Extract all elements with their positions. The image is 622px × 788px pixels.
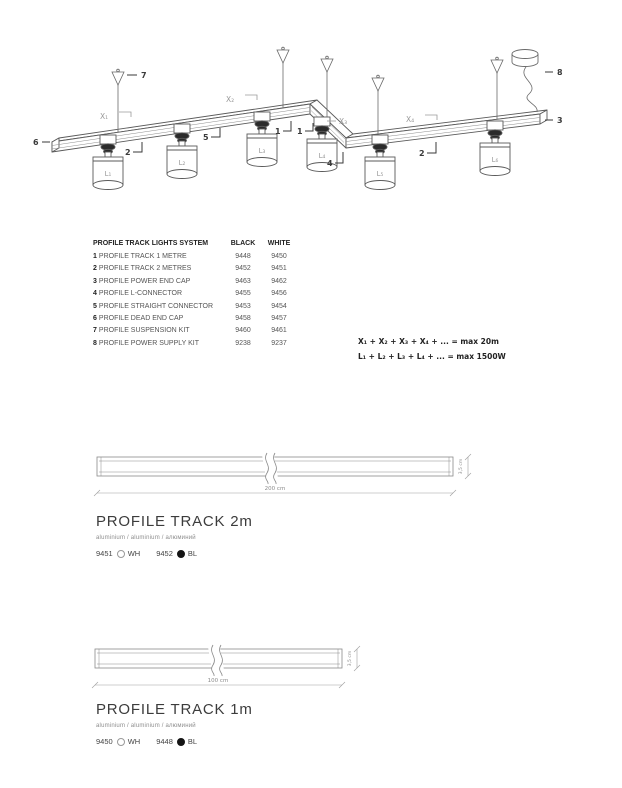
length-dimension: [92, 678, 345, 688]
product-materials: aluminium / aluminium / алюминий: [96, 535, 196, 541]
product-track-1m: [96, 701, 253, 746]
product-variants: [96, 737, 253, 746]
table-row: 4 PROFILE L-CONNECTOR 9455 9456: [93, 290, 287, 298]
length-label: 100 cm: [207, 678, 229, 684]
callout-3: 3: [557, 116, 563, 125]
callout-6: 6: [33, 138, 39, 147]
length-label: 200 cm: [264, 486, 286, 492]
svg-text:L₅: L₅: [376, 170, 384, 178]
white-swatch-icon: [117, 738, 125, 746]
svg-text:L₂: L₂: [178, 159, 186, 167]
table-row: 3 PROFILE POWER END CAP 9463 9462: [93, 277, 287, 285]
callout-8: 8: [557, 68, 563, 77]
table-header: [93, 238, 299, 251]
table-row: 6 PROFILE DEAD END CAP 9458 9457: [93, 314, 287, 322]
product-materials: aluminium / aluminium / алюминий: [96, 723, 196, 729]
suspension-kits: [112, 47, 503, 134]
segment-label-x3: X₃: [339, 117, 348, 126]
callout-1: 1: [297, 127, 303, 136]
svg-text:L₆: L₆: [491, 156, 499, 164]
callout-1: 1: [275, 127, 281, 136]
variant-finish: WH: [127, 737, 141, 746]
height-dimension: [347, 646, 360, 671]
black-swatch-icon: [177, 738, 185, 746]
table-title: PROFILE TRACK LIGHTS SYSTEM: [93, 240, 209, 247]
white-swatch-icon: [117, 550, 125, 558]
table-row: 8 PROFILE POWER SUPPLY KIT 9238 9237: [93, 339, 287, 347]
suspension-kit-icon: [372, 75, 384, 134]
parts-table: [93, 238, 299, 350]
svg-text:L₃: L₃: [258, 147, 266, 155]
product-title: PROFILE TRACK 2m: [96, 513, 253, 530]
product-variants: [96, 549, 253, 558]
variant-code: 9451: [96, 549, 113, 558]
system-diagram: [0, 42, 622, 204]
suspension-kit-icon: [277, 47, 289, 108]
height-label: 3,5 cm: [459, 458, 464, 475]
table-row: 1 PROFILE TRACK 1 METRE 9448 9450: [93, 253, 287, 260]
segment-label-x4: X₄: [406, 115, 415, 124]
system-limits: [358, 334, 506, 364]
variant-code: 9448: [156, 737, 173, 746]
segment-label-x2: X₂: [226, 95, 235, 104]
variant-finish: BL: [187, 549, 198, 558]
product-title: PROFILE TRACK 1m: [96, 701, 253, 718]
suspension-kit-icon: [112, 69, 124, 132]
variant-finish: BL: [187, 737, 198, 746]
column-black: BLACK: [230, 240, 256, 247]
column-white: WHITE: [267, 240, 291, 247]
table-row: 7 PROFILE SUSPENSION KIT 9460 9461: [93, 327, 287, 335]
max-power-formula: L₁ + L₂ + L₃ + L₄ + ... = max 1500W: [358, 352, 506, 361]
variant-code: 9452: [156, 549, 173, 558]
callout-7: 7: [141, 71, 147, 80]
product-track-2m: [96, 513, 253, 558]
length-dimension: [94, 486, 456, 496]
variant-finish: WH: [127, 549, 141, 558]
height-label: 3,5 cm: [348, 650, 353, 667]
black-swatch-icon: [177, 550, 185, 558]
variant-code: 9450: [96, 737, 113, 746]
segment-label-x1: X₁: [100, 112, 109, 121]
height-dimension: [458, 454, 471, 479]
table-row: 5 PROFILE STRAIGHT CONNECTOR 9453 9454: [93, 302, 287, 310]
suspension-kit-icon: [491, 57, 503, 119]
callout-4: 4: [327, 159, 333, 168]
table-row: 2 PROFILE TRACK 2 METRES 9452 9451: [93, 265, 287, 273]
callout-5: 5: [203, 133, 209, 142]
track-2m-drawing: [90, 448, 490, 506]
callout-2: 2: [125, 148, 131, 157]
max-length-formula: X₁ + X₂ + X₃ + X₄ + ... = max 20m: [358, 337, 499, 346]
svg-text:L₁: L₁: [104, 170, 112, 178]
callout-2: 2: [419, 149, 425, 158]
power-supply-kit-icon: [512, 50, 538, 113]
svg-text:L₄: L₄: [318, 152, 326, 160]
track-1m-drawing: [88, 640, 388, 698]
